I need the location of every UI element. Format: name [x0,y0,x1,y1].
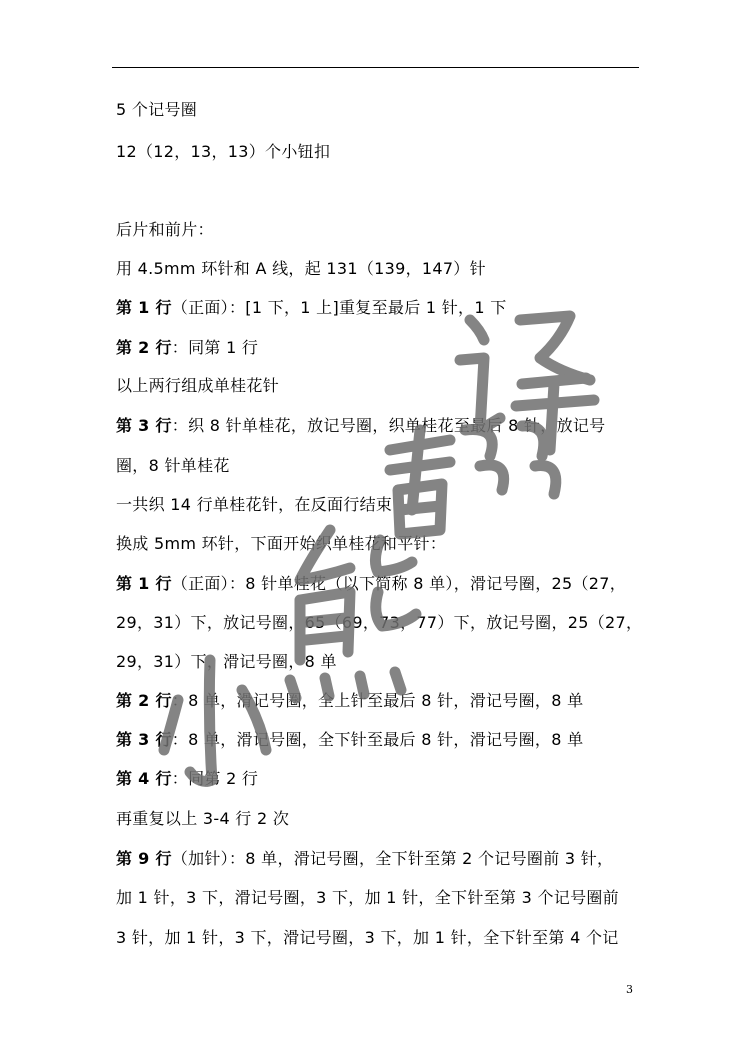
doc-line-10: 一共织 14 行单桂花针，在反面行结束 [116,495,393,514]
row-instruction: 第 2 行：8 单，滑记号圈，全上针至最后 8 针，滑记号圈，8 单 [116,691,584,710]
row-label: 第 1 行 [116,574,172,593]
row-label: 第 4 行 [116,769,172,788]
row-instruction: 第 2 行：同第 1 行 [116,338,259,357]
doc-line-20: 加 1 针，3 下，滑记号圈，3 下，加 1 针，全下针至第 3 个记号圈前 [116,888,619,907]
doc-line-13: 29，31）下，放记号圈，65（69，73，77）下，放记号圈，25（27， [116,613,643,632]
row-instruction: 第 1 行（正面）：8 针单桂花（以下简称 8 单），滑记号圈，25（27， [116,574,627,593]
doc-line-14: 29，31）下，滑记号圈，8 单 [116,652,337,671]
row-label: 第 2 行 [116,691,172,710]
doc-line-11: 换成 5mm 环针，下面开始织单桂花和平针： [116,534,447,553]
row-instruction: 第 4 行：同第 2 行 [116,769,259,788]
row-label: 第 3 行 [116,730,172,749]
row-instruction: 第 9 行（加针）：8 单，滑记号圈，全下针至第 2 个记号圈前 3 针， [116,849,614,868]
section-heading: 后片和前片： [116,220,214,239]
row-instruction: 第 3 行：8 单，滑记号圈，全下针至最后 8 针，滑记号圈，8 单 [116,730,584,749]
doc-line-7: 以上两行组成单桂花针 [116,376,280,395]
doc-line-21: 3 针，加 1 针，3 下，滑记号圈，3 下，加 1 针，全下针至第 4 个记 [116,928,619,947]
header-rule [112,67,639,68]
row-label: 第 9 行 [116,849,172,868]
row-label: 第 1 行 [116,298,172,317]
doc-line-1: 5 个记号圈 [116,100,198,119]
row-label: 第 2 行 [116,338,172,357]
doc-line-4: 用 4.5mm 环针和 A 线，起 131（139，147）针 [116,259,486,278]
row-label: 第 3 行 [116,416,172,435]
row-instruction: 第 1 行（正面）：[1 下，1 上]重复至最后 1 针，1 下 [116,298,507,317]
row-instruction: 第 3 行：织 8 针单桂花，放记号圈，织单桂花至最后 8 针，放记号 [116,416,606,435]
doc-line-18: 再重复以上 3-4 行 2 次 [116,809,290,828]
page-number: 3 [626,983,633,996]
doc-line-2: 12（12，13，13）个小钮扣 [116,142,331,161]
doc-line-9: 圈，8 针单桂花 [116,456,230,475]
